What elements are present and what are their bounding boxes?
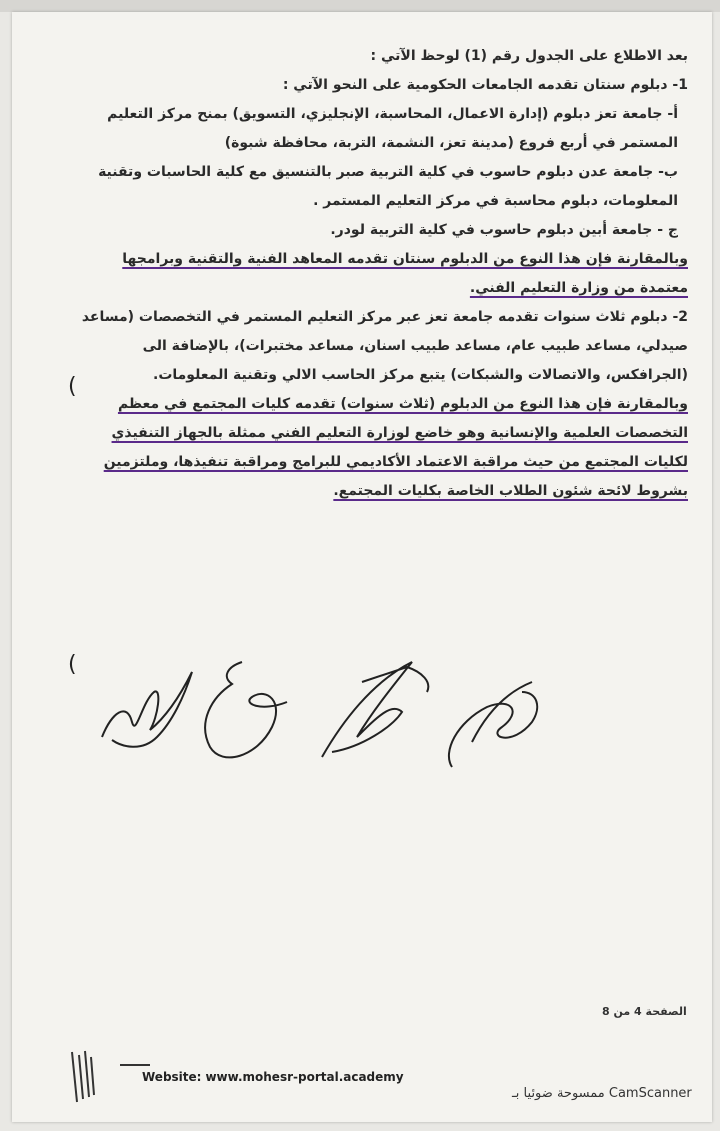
intro-line: بعد الاطلاع على الجدول رقم (1) لوحظ الآتي : [370, 48, 688, 64]
item-2: 2- دبلوم ثلاث سنوات تقدمه جامعة تعز عبر مركز التعليم المستمر في التخصصات (مساعد صيدلي، مساعد طبيب عام، مساعد طبيب اسنان، مساعد مختبرات)، بالإضافة الى (الجرافكس، والاتصالات والشبكات) يتبع مركز الحاسب الالي وتقنية المعلومات. [81, 309, 688, 383]
footer-website [142, 1070, 404, 1084]
comparison-1: وبالمقارنة فإن هذا النوع من الدبلوم سنتان تقدمه المعاهد الفنية والتقنية وبرامجها معتمدة من وزارة التعليم الفني. [122, 251, 688, 296]
margin-mark-1: ( [68, 374, 77, 399]
item-1-a: أ- جامعة تعز دبلوم (إدارة الاعمال، المحاسبة، الإنجليزي، التسويق) بمنح مركز التعليم المستمر في أربع فروع (مدينة تعز، النشمة، التربة، محافظة شبوة) [107, 106, 678, 151]
item-1-title: 1- دبلوم سنتان تقدمه الجامعات الحكومية على النحو الآتي : [282, 77, 688, 93]
document-page [12, 12, 712, 1122]
margin-mark-2: ( [68, 652, 77, 677]
footer-website-url: www.mohesr-portal.academy [205, 1070, 404, 1084]
camscanner-watermark: ممسوحة ضوئيا بـ CamScanner [512, 1086, 692, 1101]
page-number: الصفحة 4 من 8 [602, 1005, 687, 1018]
signatures [92, 642, 552, 782]
document-body [72, 42, 688, 506]
comparison-2: وبالمقارنة فإن هذا النوع من الدبلوم (ثلاث سنوات) تقدمه كليات المجتمع في معظم التخصصات العلمية والإنسانية وهو خاضع لوزارة التعليم الفني ممثلة بالجهاز التنفيذي لكليات المجتمع من حيث مراقبة الاعتماد الأكاديمي للبرامج ومراقبة تنفيذها، وملتزمين بشروط لائحة شئون الطلاب الخاصة بكليات المجتمع. [103, 396, 688, 499]
footer-dash [120, 1064, 150, 1066]
item-1-c: ج - جامعة أبين دبلوم حاسوب في كلية التربية لودر. [330, 222, 678, 238]
item-1-b: ب- جامعة عدن دبلوم حاسوب في كلية التربية صبر بالتنسيق مع كلية الحاسبات وتقنية المعلومات، دبلوم محاسبة في مركز التعليم المستمر . [98, 164, 678, 209]
top-strip [0, 0, 720, 12]
scan-edge-mark [67, 1047, 107, 1107]
footer-website-label: Website: [142, 1070, 202, 1084]
